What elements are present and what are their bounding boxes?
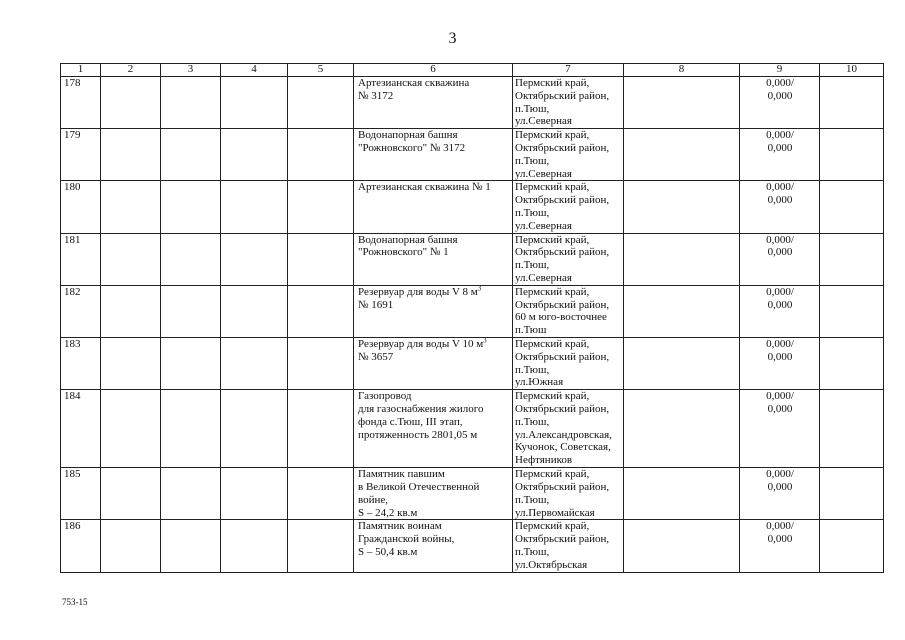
address-cell xyxy=(513,77,624,129)
value-cell xyxy=(740,129,820,181)
addr-line: Пермский край, xyxy=(515,390,590,403)
object-name-cell xyxy=(354,181,513,233)
val-line: 0,000/ xyxy=(766,337,794,350)
empty-cell xyxy=(288,337,354,389)
addr-line: Октябрьский район, xyxy=(515,480,610,493)
value-cell xyxy=(740,520,820,572)
table-row xyxy=(61,233,884,285)
empty-cell xyxy=(101,233,161,285)
empty-cell xyxy=(820,77,884,129)
empty-cell xyxy=(221,77,288,129)
column-header: 4 xyxy=(221,64,288,77)
column-header: 9 xyxy=(740,64,820,77)
name-line: в Великой Отечественной xyxy=(358,480,480,493)
table-row xyxy=(61,285,884,337)
document-code: 753-15 xyxy=(62,597,88,607)
row-number-cell: 185 xyxy=(61,468,101,520)
value-cell xyxy=(740,468,820,520)
row-number-cell: 183 xyxy=(61,337,101,389)
column-header: 3 xyxy=(161,64,221,77)
name-line: Гражданской войны, xyxy=(358,533,455,546)
val-line: 0,000 xyxy=(767,141,793,154)
empty-cell xyxy=(624,181,740,233)
addr-line: Пермский край, xyxy=(515,337,590,350)
val-line: 0,000/ xyxy=(766,468,794,481)
addr-line: ул.Александровская, xyxy=(515,428,612,441)
addr-line: ул.Северная xyxy=(515,115,572,128)
row-number-cell: 182 xyxy=(61,285,101,337)
empty-cell xyxy=(624,233,740,285)
empty-cell xyxy=(288,181,354,233)
value-cell xyxy=(740,181,820,233)
empty-cell xyxy=(221,337,288,389)
empty-cell xyxy=(288,233,354,285)
empty-cell xyxy=(288,77,354,129)
address-cell xyxy=(513,181,624,233)
row-number-cell: 179 xyxy=(61,129,101,181)
table-body xyxy=(61,77,884,573)
empty-cell xyxy=(820,129,884,181)
object-name-cell xyxy=(354,285,513,337)
val-line: 0,000/ xyxy=(766,233,794,246)
object-name-cell xyxy=(354,129,513,181)
name-line: для газоснабжения жилого xyxy=(358,402,484,415)
page-number: 3 xyxy=(448,30,457,47)
object-name-cell xyxy=(354,468,513,520)
val-line: 0,000 xyxy=(767,533,793,546)
empty-cell xyxy=(101,129,161,181)
object-name-cell xyxy=(354,390,513,468)
addr-line: п.Тюш, xyxy=(515,363,550,376)
table-row xyxy=(61,181,884,233)
object-name-cell xyxy=(354,233,513,285)
empty-cell xyxy=(221,520,288,572)
value-cell xyxy=(740,77,820,129)
object-name-cell xyxy=(354,77,513,129)
table-row xyxy=(61,390,884,468)
empty-cell xyxy=(624,390,740,468)
address-cell xyxy=(513,129,624,181)
empty-cell xyxy=(161,77,221,129)
row-number-cell: 180 xyxy=(61,181,101,233)
addr-line: п.Тюш, xyxy=(515,415,550,428)
value-cell xyxy=(740,390,820,468)
addr-line: Пермский край, xyxy=(515,129,590,142)
val-line: 0,000 xyxy=(767,402,793,415)
table-row xyxy=(61,337,884,389)
addr-line: Октябрьский район, xyxy=(515,402,610,415)
empty-cell xyxy=(221,181,288,233)
name-line: Артезианская скважина № 1 xyxy=(358,181,491,194)
column-header: 7 xyxy=(513,64,624,77)
empty-cell xyxy=(101,77,161,129)
addr-line: Октябрьский район, xyxy=(515,298,610,311)
name-line: Артезианская скважина xyxy=(358,77,470,89)
empty-cell xyxy=(221,285,288,337)
val-line: 0,000/ xyxy=(766,390,794,403)
table-row xyxy=(61,520,884,572)
column-header: 5 xyxy=(288,64,354,77)
addr-line: п.Тюш, xyxy=(515,206,550,219)
empty-cell xyxy=(820,233,884,285)
empty-cell xyxy=(101,520,161,572)
empty-cell xyxy=(820,181,884,233)
name-line: Памятник воинам xyxy=(358,520,442,533)
name-line: Резервуар для воды V 8 $м^3$ xyxy=(358,285,482,298)
empty-cell xyxy=(161,233,221,285)
name-line: № 3657 xyxy=(358,350,394,363)
name-line: войне, xyxy=(358,493,389,506)
val-line: 0,000 xyxy=(767,246,793,259)
addr-line: ул.Южная xyxy=(515,376,564,389)
addr-line: ул.Первомайская xyxy=(515,506,595,519)
val-line: 0,000/ xyxy=(766,77,794,89)
empty-cell xyxy=(101,390,161,468)
table-row xyxy=(61,129,884,181)
empty-cell xyxy=(820,468,884,520)
empty-cell xyxy=(624,337,740,389)
column-header: 8 xyxy=(624,64,740,77)
empty-cell xyxy=(624,520,740,572)
name-line: Водонапорная башня xyxy=(358,129,458,142)
addr-line: п.Тюш, xyxy=(515,259,550,272)
addr-line: п.Тюш, xyxy=(515,154,550,167)
name-line: № 1691 xyxy=(358,298,394,311)
addr-line: Пермский край, xyxy=(515,233,590,246)
addr-line: 60 м юго-восточнее xyxy=(515,311,607,324)
object-name-cell xyxy=(354,520,513,572)
addr-line: Пермский край, xyxy=(515,77,590,89)
name-line: № 3172 xyxy=(358,89,394,102)
column-header: 2 xyxy=(101,64,161,77)
empty-cell xyxy=(820,390,884,468)
row-number-cell: 186 xyxy=(61,520,101,572)
empty-cell xyxy=(624,129,740,181)
address-cell xyxy=(513,285,624,337)
name-line: фонда с.Тюш, III этап, xyxy=(358,415,463,428)
empty-cell xyxy=(221,129,288,181)
addr-line: Октябрьский район, xyxy=(515,141,610,154)
addr-line: п.Тюш xyxy=(515,324,547,337)
empty-cell xyxy=(288,468,354,520)
empty-cell xyxy=(101,285,161,337)
val-line: 0,000 xyxy=(767,194,793,207)
empty-cell xyxy=(820,337,884,389)
address-cell xyxy=(513,520,624,572)
empty-cell xyxy=(101,337,161,389)
addr-line: ул.Октябрьская xyxy=(515,558,588,571)
addr-line: ул.Северная xyxy=(515,271,572,284)
addr-line: Нефтяников xyxy=(515,454,573,467)
empty-cell xyxy=(624,77,740,129)
empty-cell xyxy=(221,233,288,285)
addr-line: Октябрьский район, xyxy=(515,533,610,546)
empty-cell xyxy=(624,468,740,520)
val-line: 0,000 xyxy=(767,89,793,102)
table-header xyxy=(61,64,884,77)
val-line: 0,000/ xyxy=(766,285,794,298)
address-cell xyxy=(513,468,624,520)
address-cell xyxy=(513,233,624,285)
addr-line: Пермский край, xyxy=(515,285,590,298)
empty-cell xyxy=(820,285,884,337)
value-cell xyxy=(740,337,820,389)
empty-cell xyxy=(161,468,221,520)
addr-line: Октябрьский район, xyxy=(515,89,610,102)
val-line: 0,000 xyxy=(767,480,793,493)
table-row xyxy=(61,468,884,520)
empty-cell xyxy=(221,468,288,520)
empty-cell xyxy=(161,390,221,468)
val-line: 0,000/ xyxy=(766,181,794,194)
property-table xyxy=(60,63,884,573)
column-header: 6 xyxy=(354,64,513,77)
addr-line: ул.Северная xyxy=(515,219,572,232)
row-number-cell: 178 xyxy=(61,77,101,129)
name-line: Водонапорная башня xyxy=(358,233,458,246)
row-number-cell: 184 xyxy=(61,390,101,468)
val-line: 0,000/ xyxy=(766,129,794,142)
name-line: Газопровод xyxy=(358,390,412,403)
column-header: 1 xyxy=(61,64,101,77)
empty-cell xyxy=(288,129,354,181)
addr-line: ул.Северная xyxy=(515,167,572,180)
empty-cell xyxy=(161,129,221,181)
addr-line: п.Тюш, xyxy=(515,493,550,506)
value-cell xyxy=(740,233,820,285)
name-line: S – 24,2 кв.м xyxy=(358,506,418,519)
column-number-row xyxy=(61,64,884,77)
empty-cell xyxy=(221,390,288,468)
name-line: "Рожновского" № 1 xyxy=(358,246,449,259)
name-line: "Рожновского" № 3172 xyxy=(358,141,466,154)
column-header: 10 xyxy=(820,64,884,77)
empty-cell xyxy=(161,181,221,233)
addr-line: Кучонок, Советская, xyxy=(515,441,611,454)
name-line: Памятник павшим xyxy=(358,468,445,481)
empty-cell xyxy=(624,285,740,337)
empty-cell xyxy=(288,285,354,337)
addr-line: Октябрьский район, xyxy=(515,246,610,259)
val-line: 0,000/ xyxy=(766,520,794,533)
empty-cell xyxy=(288,390,354,468)
address-cell xyxy=(513,390,624,468)
val-line: 0,000 xyxy=(767,298,793,311)
empty-cell xyxy=(161,520,221,572)
addr-line: Пермский край, xyxy=(515,520,590,533)
empty-cell xyxy=(101,468,161,520)
addr-line: Октябрьский район, xyxy=(515,350,610,363)
empty-cell xyxy=(288,520,354,572)
addr-line: Октябрьский район, xyxy=(515,194,610,207)
table-row xyxy=(61,77,884,129)
empty-cell xyxy=(820,520,884,572)
name-line: Резервуар для воды V 10 $м^3$ xyxy=(358,337,487,350)
value-cell xyxy=(740,285,820,337)
addr-line: п.Тюш, xyxy=(515,545,550,558)
addr-line: Пермский край, xyxy=(515,181,590,194)
val-line: 0,000 xyxy=(767,350,793,363)
addr-line: п.Тюш, xyxy=(515,102,550,115)
empty-cell xyxy=(101,181,161,233)
object-name-cell xyxy=(354,337,513,389)
name-line: S – 50,4 кв.м xyxy=(358,545,418,558)
addr-line: Пермский край, xyxy=(515,468,590,481)
address-cell xyxy=(513,337,624,389)
name-line: протяженность 2801,05 м xyxy=(358,428,478,441)
row-number-cell: 181 xyxy=(61,233,101,285)
empty-cell xyxy=(161,337,221,389)
empty-cell xyxy=(161,285,221,337)
